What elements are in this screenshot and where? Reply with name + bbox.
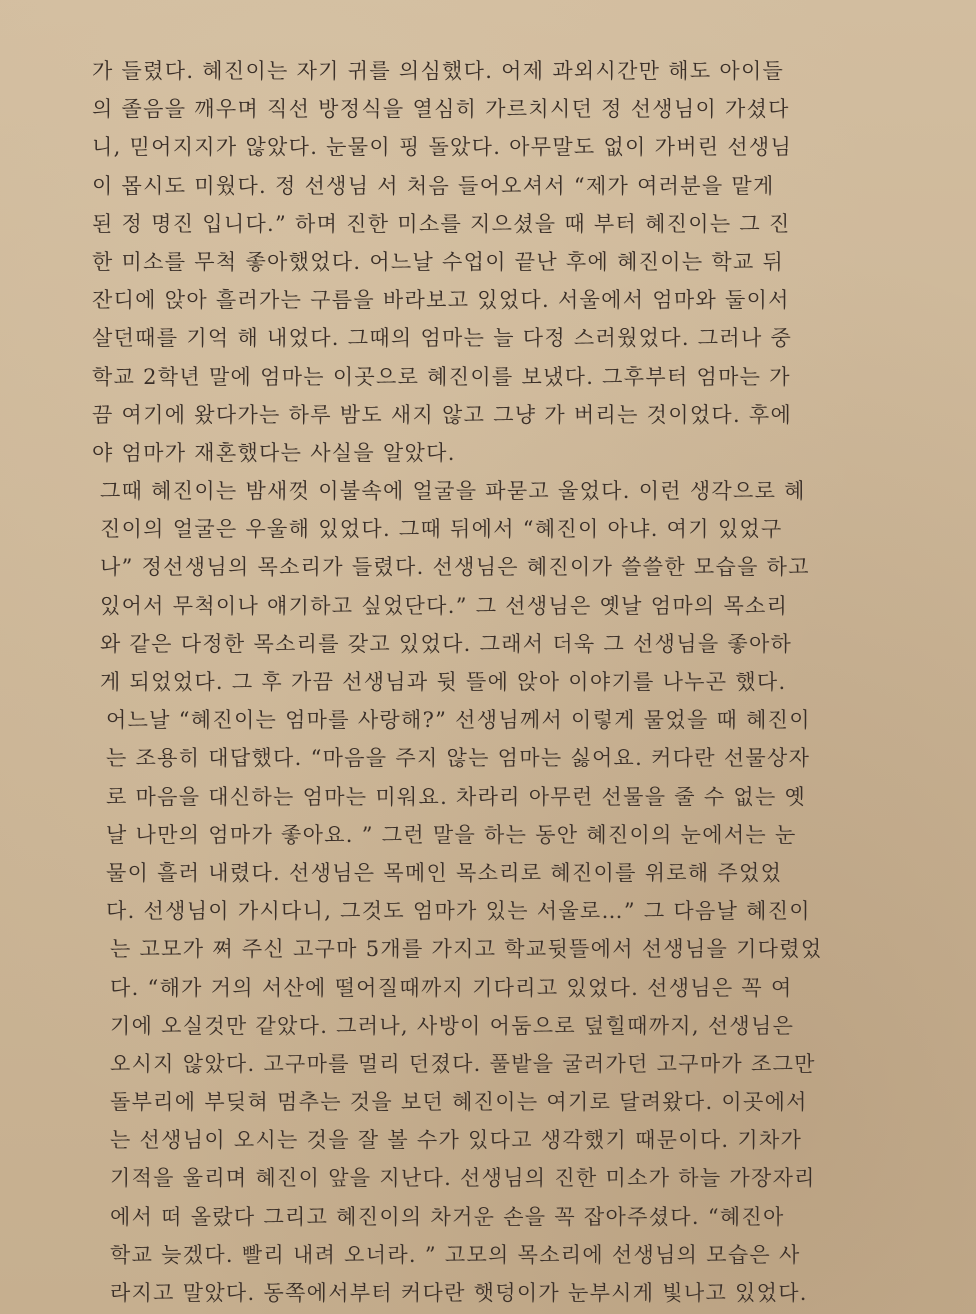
body-text — [92, 52, 912, 1312]
text-line: 살던때를 기억 해 내었다. 그때의 엄마는 늘 다정 스러웠었다. 그러나 중 — [92, 326, 793, 351]
text-line: 진이의 얼굴은 우울해 있었다. 그때 뒤에서 “혜진이 아냐. 여기 있었구 — [100, 517, 783, 542]
text-line: 이 몹시도 미웠다. 정 선생님 서 처음 들어오셔서 “제가 여러분을 맡게 — [92, 173, 775, 198]
text-line: 기적을 울리며 혜진이 앞을 지난다. 선생님의 진한 미소가 하늘 가장자리 — [110, 1166, 816, 1191]
text-line: 그때 혜진이는 밤새껏 이불속에 얼굴을 파묻고 울었다. 이런 생각으로 혜 — [100, 479, 806, 504]
text-line: 학교 늦겠다. 빨리 내려 오너라. ” 고모의 목소리에 선생님의 모습은 사 — [110, 1242, 801, 1267]
text-line: 잔디에 앉아 흘러가는 구름을 바라보고 있었다. 서울에서 엄마와 둘이서 — [92, 288, 790, 313]
text-line: 의 졸음을 깨우며 직선 방정식을 열심히 가르치시던 정 선생님이 가셨다 — [92, 97, 790, 122]
text-line: 돌부리에 부딪혀 멈추는 것을 보던 혜진이는 여기로 달려왔다. 이곳에서 — [110, 1090, 808, 1115]
text-line: 는 고모가 쪄 주신 고구마 5개를 가지고 학교뒷뜰에서 선생님을 기다렸었 — [110, 937, 823, 962]
text-line: 물이 흘러 내렸다. 선생님은 목메인 목소리로 혜진이를 위로해 주었었 — [106, 860, 783, 885]
text-line: 오시지 않았다. 고구마를 멀리 던졌다. 풀밭을 굴러가던 고구마가 조그만 — [110, 1051, 816, 1076]
text-line: 로 마음을 대신하는 엄마는 미워요. 차라리 아무런 선물을 줄 수 없는 옛 — [106, 784, 807, 809]
text-line: 야 엄마가 재혼했다는 사실을 알았다. — [92, 440, 456, 465]
text-line: 끔 여기에 왔다가는 하루 밤도 새지 않고 그냥 가 버리는 것이었다. 후에 — [92, 402, 793, 427]
text-line: 나” 정선생님의 목소리가 들렸다. 선생님은 혜진이가 쓸쓸한 모습을 하고 — [100, 555, 810, 580]
text-line: 한 미소를 무척 좋아했었다. 어느날 수업이 끝난 후에 혜진이는 학교 뒤 — [92, 249, 785, 274]
text-line: 는 조용히 대답했다. “마음을 주지 않는 엄마는 싫어요. 커다란 선물상자 — [106, 746, 811, 771]
text-line: 다. 선생님이 가시다니, 그것도 엄마가 있는 서울로…” 그 다음날 혜진이 — [106, 899, 811, 924]
text-line: 다. “해가 거의 서산에 떨어질때까지 기다리고 있었다. 선생님은 꼭 여 — [110, 975, 793, 1000]
text-line: 학교 2학년 말에 엄마는 이곳으로 혜진이를 보냈다. 그후부터 엄마는 가 — [92, 364, 791, 389]
text-line: 라지고 말았다. 동쪽에서부터 커다란 햇덩이가 눈부시게 빛나고 있었다. — [110, 1281, 808, 1305]
text-line: 에서 떠 올랐다 그리고 혜진이의 차거운 손을 꼭 잡아주셨다. “혜진아 — [110, 1204, 785, 1229]
text-line: 어느날 “혜진이는 엄마를 사랑해?” 선생님께서 이렇게 물었을 때 혜진이 — [106, 708, 811, 733]
text-line: 니, 믿어지지가 않았다. 눈물이 핑 돌았다. 아무말도 없이 가버린 선생님 — [92, 135, 793, 160]
text-line: 게 되었었다. 그 후 가끔 선생님과 뒷 뜰에 앉아 이야기를 나누곤 했다. — [100, 670, 787, 694]
text-line: 가 들렸다. 혜진이는 자기 귀를 의심했다. 어제 과외시간만 해도 아이들 — [92, 59, 785, 83]
text-line: 기에 오실것만 같았다. 그러나, 사방이 어둠으로 덮힐때까지, 선생님은 — [110, 1013, 795, 1038]
text-line: 와 같은 다정한 목소리를 갖고 있었다. 그래서 더욱 그 선생님을 좋아하 — [100, 631, 793, 656]
text-line: 는 선생님이 오시는 것을 잘 볼 수가 있다고 생각했기 때문이다. 기차가 — [110, 1128, 803, 1153]
text-line: 있어서 무척이나 얘기하고 싶었단다.” 그 선생님은 옛날 엄마의 목소리 — [100, 593, 789, 618]
text-line: 된 정 명진 입니다.” 하며 진한 미소를 지으셨을 때 부터 혜진이는 그 진 — [92, 211, 791, 236]
text-line: 날 나만의 엄마가 좋아요. ” 그런 말을 하는 동안 혜진이의 눈에서는 눈 — [106, 822, 797, 847]
